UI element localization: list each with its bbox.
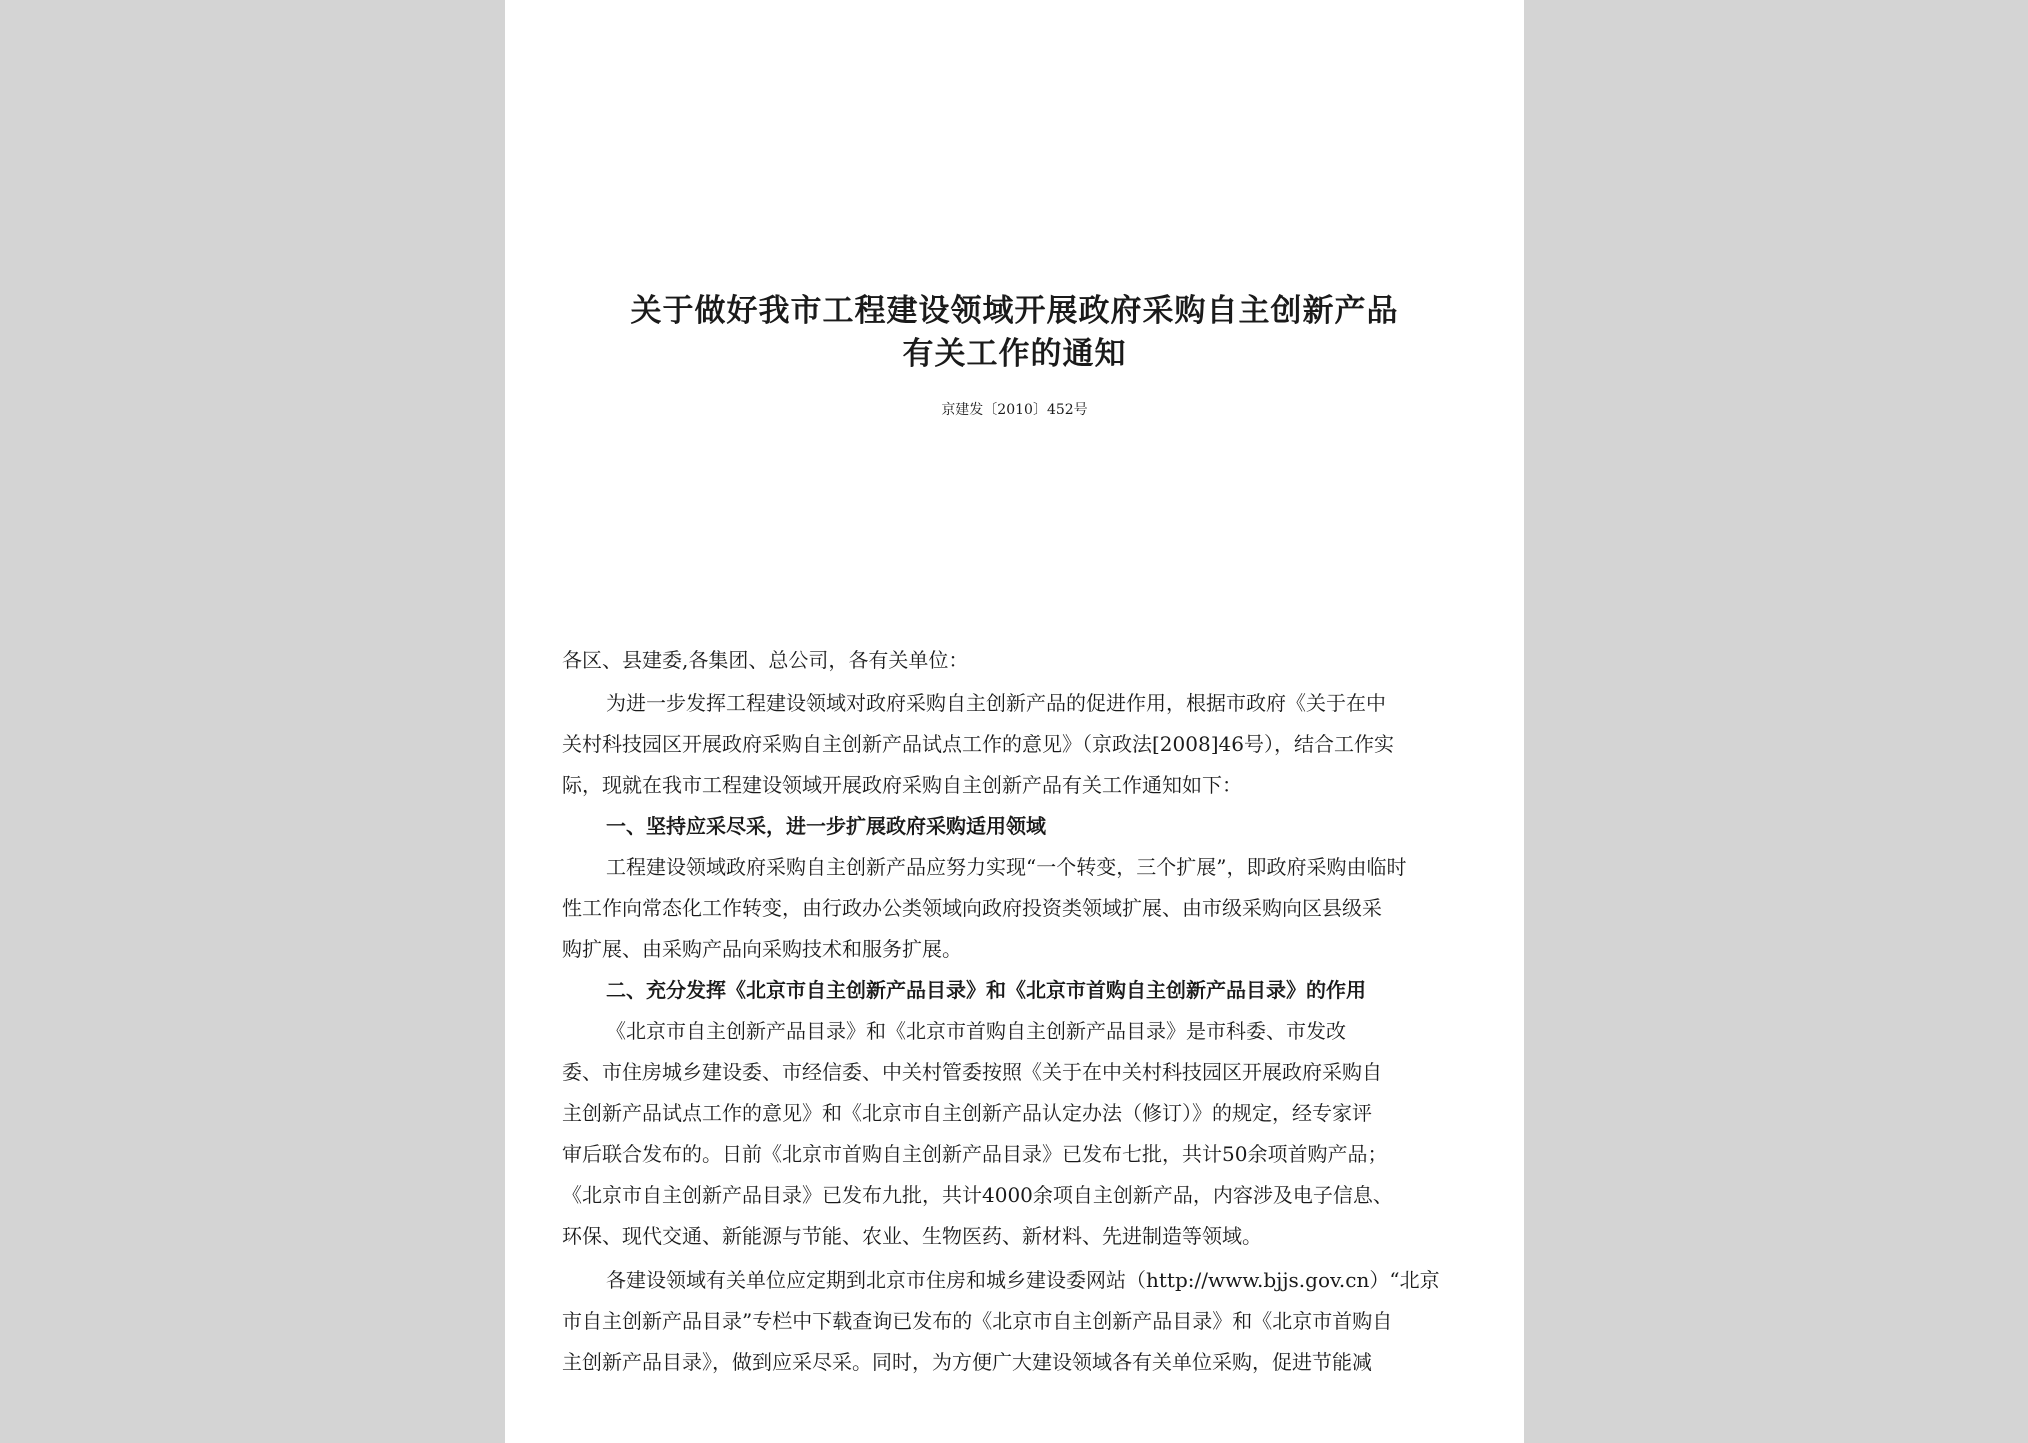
paragraph-line: 《北京市自主创新产品目录》和《北京市首购自主创新产品目录》是市科委、市发改 <box>606 1019 1346 1043</box>
paragraph-line: 主创新产品目录》，做到应采尽采。同时，为方便广大建设领域各有关单位采购，促进节能减 <box>562 1350 1372 1374</box>
section-heading-2: 二、充分发挥《北京市自主创新产品目录》和《北京市首购自主创新产品目录》的作用 <box>606 978 1366 1002</box>
paragraph-line: 关村科技园区开展政府采购自主创新产品试点工作的意见》（京政法[2008]46号），结合工作实 <box>562 732 1394 756</box>
paragraph-line: 市自主创新产品目录”专栏中下载查询已发布的《北京市自主创新产品目录》和《北京市首购自 <box>562 1309 1393 1333</box>
document-title <box>505 290 1524 376</box>
document-page <box>505 0 1524 1443</box>
paragraph-line: 性工作向常态化工作转变，由行政办公类领域向政府投资类领域扩展、由市级采购向区县级采 <box>562 896 1382 920</box>
paragraph-line: 审后联合发布的。日前《北京市首购自主创新产品目录》已发布七批，共计50余项首购产品； <box>562 1142 1388 1166</box>
paragraph-line: 各建设领域有关单位应定期到北京市住房和城乡建设委网站（http://www.bjjs.gov.cn）“北京 <box>606 1268 1440 1292</box>
title-line-2: 有关工作的通知 <box>902 336 1127 372</box>
paragraph-line: 《北京市自主创新产品目录》已发布九批，共计4000余项自主创新产品，内容涉及电子信息、 <box>562 1183 1393 1207</box>
paragraph-line: 委、市住房城乡建设委、市经信委、中关村管委按照《关于在中关村科技园区开展政府采购自 <box>562 1060 1382 1084</box>
document-number: 京建发〔2010〕452号 <box>941 402 1088 418</box>
title-line-1: 关于做好我市工程建设领域开展政府采购自主创新产品 <box>630 293 1399 329</box>
paragraph-line: 际，现就在我市工程建设领域开展政府采购自主创新产品有关工作通知如下： <box>562 773 1242 797</box>
paragraph-line: 环保、现代交通、新能源与节能、农业、生物医药、新材料、先进制造等领域。 <box>562 1224 1262 1248</box>
section-heading-1: 一、坚持应采尽采，进一步扩展政府采购适用领域 <box>606 814 1046 838</box>
paragraph-line: 为进一步发挥工程建设领域对政府采购自主创新产品的促进作用，根据市政府《关于在中 <box>606 691 1386 715</box>
paragraph-line: 购扩展、由采购产品向采购技术和服务扩展。 <box>562 937 962 961</box>
salutation: 各区、县建委,各集团、总公司，各有关单位： <box>562 648 969 672</box>
paragraph-line: 工程建设领域政府采购自主创新产品应努力实现“一个转变，三个扩展”，即政府采购由临时 <box>606 855 1407 879</box>
paragraph-line: 主创新产品试点工作的意见》和《北京市自主创新产品认定办法（修订）》的规定，经专家评 <box>562 1101 1372 1125</box>
